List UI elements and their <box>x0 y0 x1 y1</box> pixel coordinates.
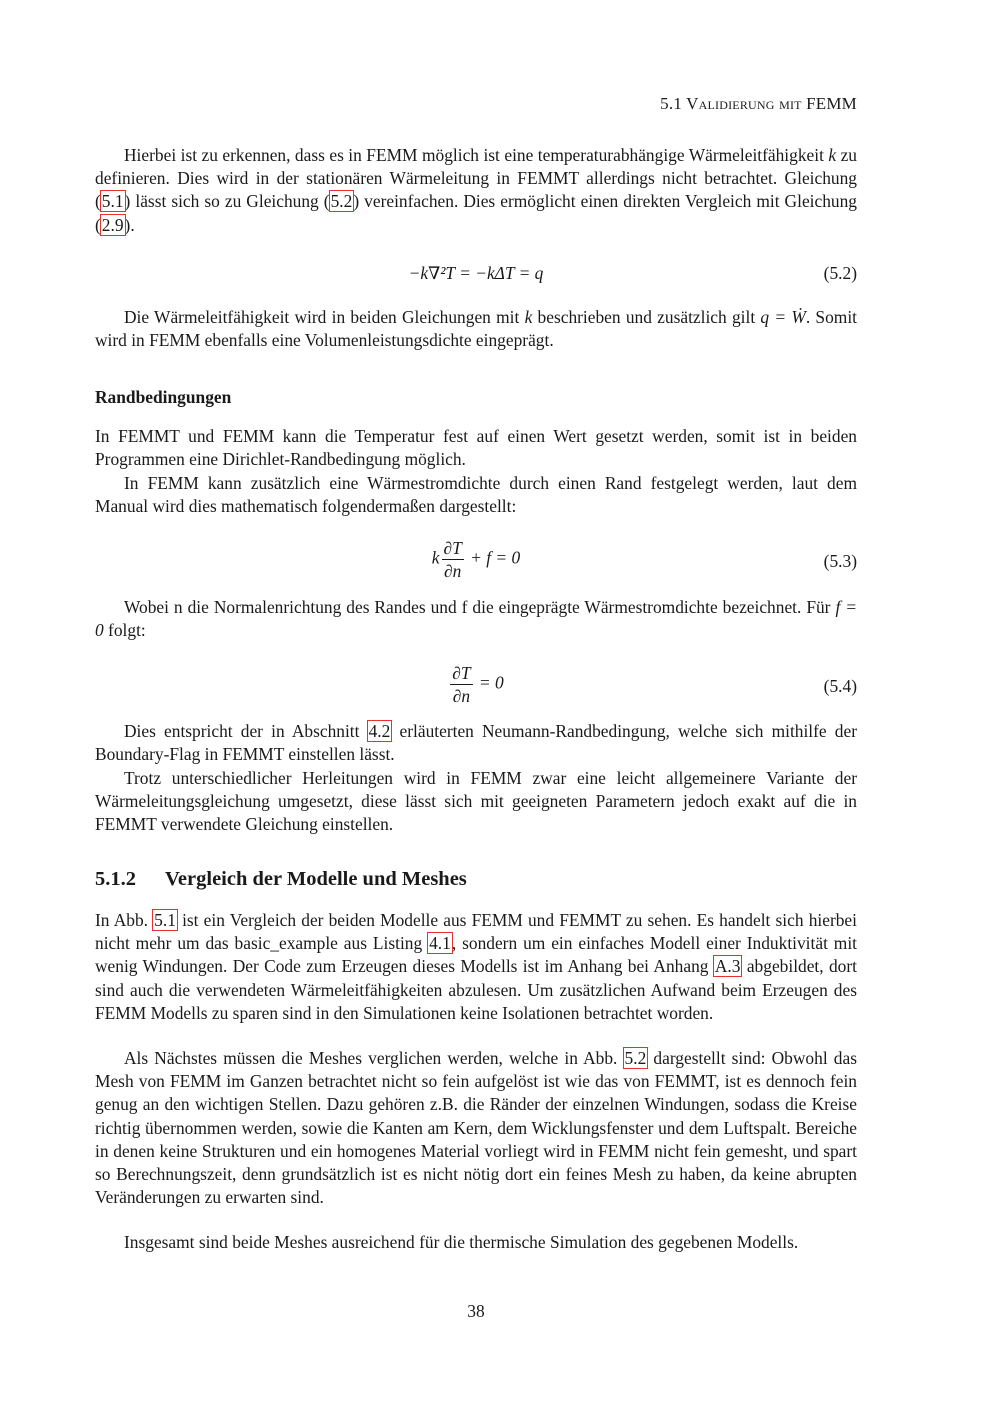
paragraph-heading-randbedingungen: Randbedingungen <box>95 387 232 407</box>
subsection-title: Vergleich der Modelle und Meshes <box>165 868 467 890</box>
section-link-4-2[interactable]: 4.2 <box>368 721 391 741</box>
paragraph-derivations: Trotz unterschiedlicher Herleitungen wird in FEMM zwar eine leicht allgemeinere Variante der Wärmeleitungsgleichung umgesetzt, diese lässt sich mit geeigneten Parametern jedoch exakt auf die in FEMMT verwendete Gleichung einstellen. <box>95 768 857 835</box>
running-head: 5.1 Validierung mit FEMM <box>660 94 857 113</box>
paragraph-conductivity: Die Wärmeleitfähigkeit wird in beiden Gleichungen mit k beschrieben und zusätzlich gilt q = Ẇ. Somit wird in FEMM ebenfalls eine Volumenleistungsdichte eingeprägt. <box>95 307 857 351</box>
inline-formula: f = 0 <box>95 597 857 641</box>
equation-5-3: k $\frac{\partial T}{\partial n}$ + f = 0 (5.3) <box>431 538 857 581</box>
fraction: $\frac{\partial T}{\partial n}$ <box>443 538 462 581</box>
paragraph-intro: Hierbei ist zu erkennen, dass es in FEMM möglich ist eine temperaturabhängige Wärmeleitfähigkeit k zu definieren. Dies wird in der stationären Wärmeleitung in FEMMT allerdings nicht betrachtet. Gleichung (5.1) lässt sich so zu Gleichung (5.2) vereinfachen. Dies ermöglicht einen direkten Vergleich mit Gleichung (2.9). <box>95 145 858 235</box>
equation-link-5-2[interactable]: 5.2 <box>330 191 353 212</box>
page-number: 38 <box>467 1301 485 1321</box>
equation-number: (5.2) <box>823 263 857 283</box>
subsection-number: 5.1.2 <box>95 868 136 890</box>
fraction: $\frac{\partial T}{\partial n}$ <box>452 663 471 706</box>
paragraph-heat-flux: In FEMM kann zusätzlich eine Wärmestromdichte durch einen Rand festgelegt werden, laut dem Manual wird dies mathematisch folgendermaßen dargestellt: <box>95 473 857 517</box>
paragraph-dirichlet: In FEMMT und FEMM kann die Temperatur fest auf einen Wert gesetzt werden, somit ist in beiden Programmen eine Dirichlet-Randbedingung möglich. <box>95 426 857 470</box>
equation-number: (5.4) <box>823 676 857 696</box>
paragraph-mesh-comparison: Als Nächstes müssen die Meshes verglichen werden, welche in Abb. 5.2 dargestellt sind: Obwohl das Mesh von FEMM im Ganzen betrachtet nicht so fein aufgelöst ist wie das von FEMMT, ist es dennoch fein genug an den wichtigen Stellen. Dazu gehören z.B. die Ränder der einzelnen Windungen, sodass die Kreise richtig übernommen werden, sowie die Kanten am Kern, dem Wicklungsfenster und dem Luftspalt. Bereiche in denen keine Strukturen und ein homogenes Material vorliegt wird in FEMM nicht fein gemesht, und spart so Berechnungszeit, denn grundsätzlich ist es nicht nötig dort ein feines Mesh zu haben, da keine abrupten Veränderungen zu erwarten sind. <box>95 1048 857 1208</box>
paragraph-neumann: Dies entspricht der in Abschnitt 4.2 erläuterten Neumann-Randbedingung, welche sich mithilfe der Boundary-Flag in FEMMT einstellen lässt. <box>95 721 857 765</box>
paragraph-model-comparison: In Abb. 5.1 ist ein Vergleich der beiden Modelle aus FEMM und FEMMT zu sehen. Es handelt sich hierbei nicht mehr um das basic_example aus Listing 4.1, sondern um ein einfaches Modell einer Induktivität mit wenig Windungen. Der Code zum Erzeugen dieses Modells ist im Anhang bei Anhang A.3 abgebildet, dort sind auch die verwendeten Wärmeleitfähigkeiten abzulesen. Um zusätzlichen Aufwand beim Erzeugen des FEMM Modells zu sparen sind in den Simulationen keine Isolationen betrachtet worden. <box>95 910 857 1023</box>
equation-formula: −k∇²T = −kΔT = q <box>408 263 544 283</box>
document-page <box>95 0 857 1414</box>
equation-link-5-1[interactable]: 5.1 <box>101 191 124 212</box>
figure-link-5-2[interactable]: 5.2 <box>624 1048 647 1068</box>
listing-link-4-1[interactable]: 4.1 <box>429 933 451 954</box>
paragraph-conclusion: Insgesamt sind beide Meshes ausreichend für die thermische Simulation des gegebenen Modells. <box>124 1232 799 1252</box>
inline-formula: q = Ẇ <box>760 307 806 327</box>
equation-5-4: $\frac{\partial T}{\partial n}$ = 0 (5.4) <box>452 663 857 706</box>
equation-link-2-9[interactable]: 2.9 <box>101 214 124 235</box>
subsection-heading <box>95 868 467 891</box>
figure-link-5-1[interactable]: 5.1 <box>154 910 176 930</box>
equation-number: (5.3) <box>823 551 857 571</box>
appendix-link-a-3[interactable]: A.3 <box>714 956 741 977</box>
equation-5-2 <box>95 262 857 302</box>
paragraph-normal-direction: Wobei n die Normalenrichtung des Randes und f die eingeprägte Wärmestromdichte bezeichnet. Für f = 0 folgt: <box>95 597 857 641</box>
